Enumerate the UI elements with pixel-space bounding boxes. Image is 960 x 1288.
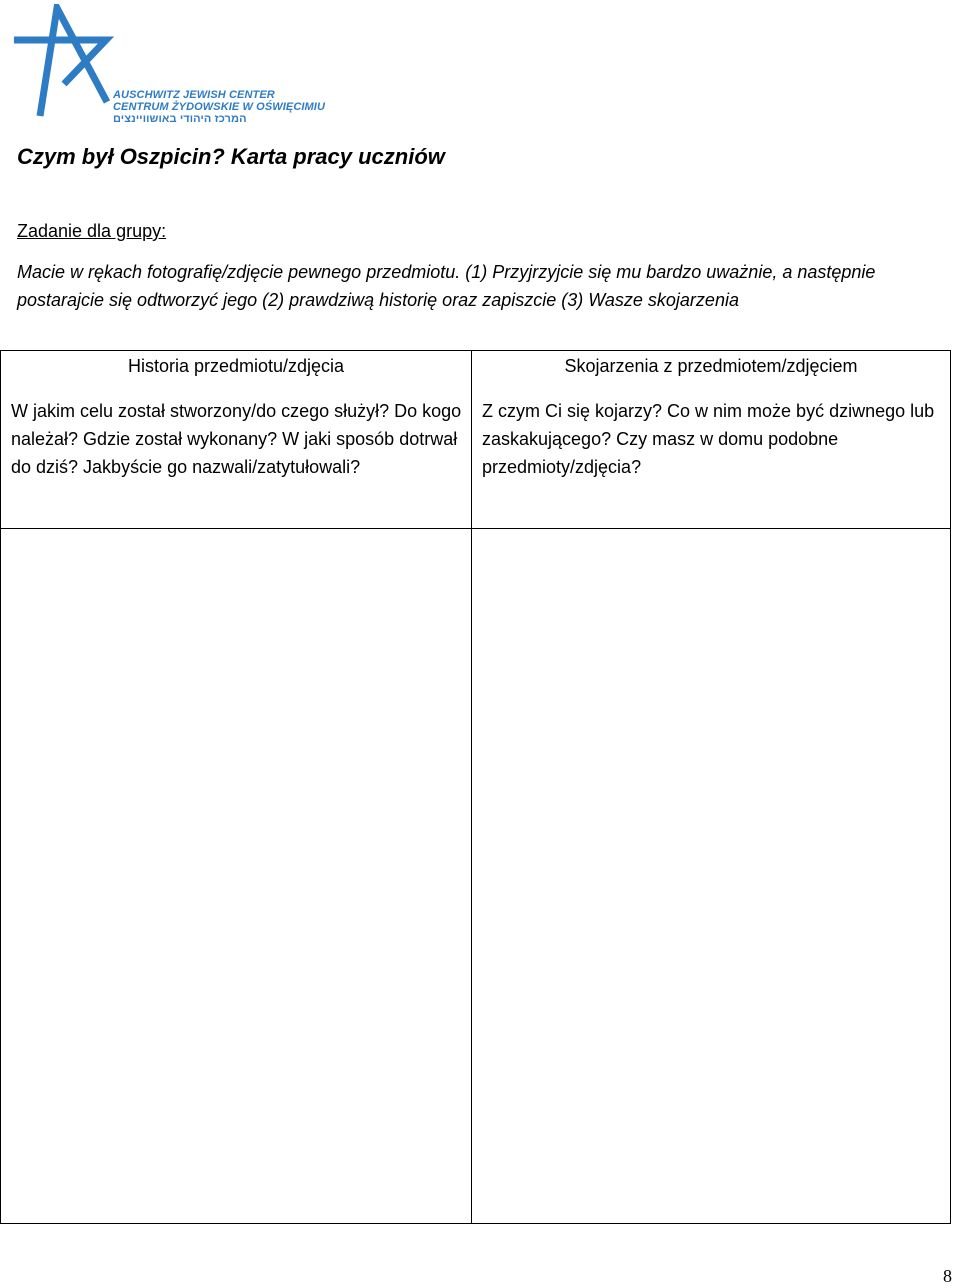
page-number: 8	[943, 1266, 952, 1286]
logo-text-english: AUSCHWITZ JEWISH CENTER	[113, 89, 275, 101]
auschwitz-jewish-center-logo	[10, 4, 325, 128]
history-column-title: Historia przedmiotu/zdjęcia	[127, 356, 345, 376]
history-header-cell	[1, 351, 472, 529]
associations-column-title: Skojarzenia z przedmiotem/zdjęciem	[564, 356, 858, 376]
history-column-questions: W jakim celu został stworzony/do czego służył? Do kogo należał? Gdzie został wykonany? W jaki sposób dotrwał do dziś? Jakbyście go nazwali/zatytułowali?	[11, 401, 462, 477]
worksheet-answer-row	[1, 529, 951, 1224]
history-answer-area[interactable]	[1, 529, 472, 1224]
associations-header-cell	[472, 351, 951, 529]
worksheet-table	[0, 350, 951, 1224]
document-title: Czym był Oszpicin? Karta pracy uczniów	[17, 144, 445, 169]
associations-answer-area[interactable]	[472, 529, 951, 1224]
task-instructions: Macie w rękach fotografię/zdjęcie pewnego przedmiotu. (1) Przyjrzyjcie się mu bardzo uważnie, a następnie postarajcie się odtworzyć jego (2) prawdziwą historię oraz zapiszcie (3) Wasze skojarzenia	[17, 262, 876, 310]
logo-text-polish: CENTRUM ŻYDOWSKIE W OŚWIĘCIMIU	[113, 101, 325, 113]
star-of-david-icon	[10, 4, 120, 128]
associations-column-questions: Z czym Ci się kojarzy? Co w nim może być dziwnego lub zaskakującego? Czy masz w domu podobne przedmioty/zdjęcia?	[482, 401, 935, 477]
worksheet-header-row	[1, 351, 951, 529]
task-heading: Zadanie dla grupy:	[17, 221, 167, 241]
logo-text-hebrew: המרכז היהודי באושוויינצים	[113, 113, 247, 125]
